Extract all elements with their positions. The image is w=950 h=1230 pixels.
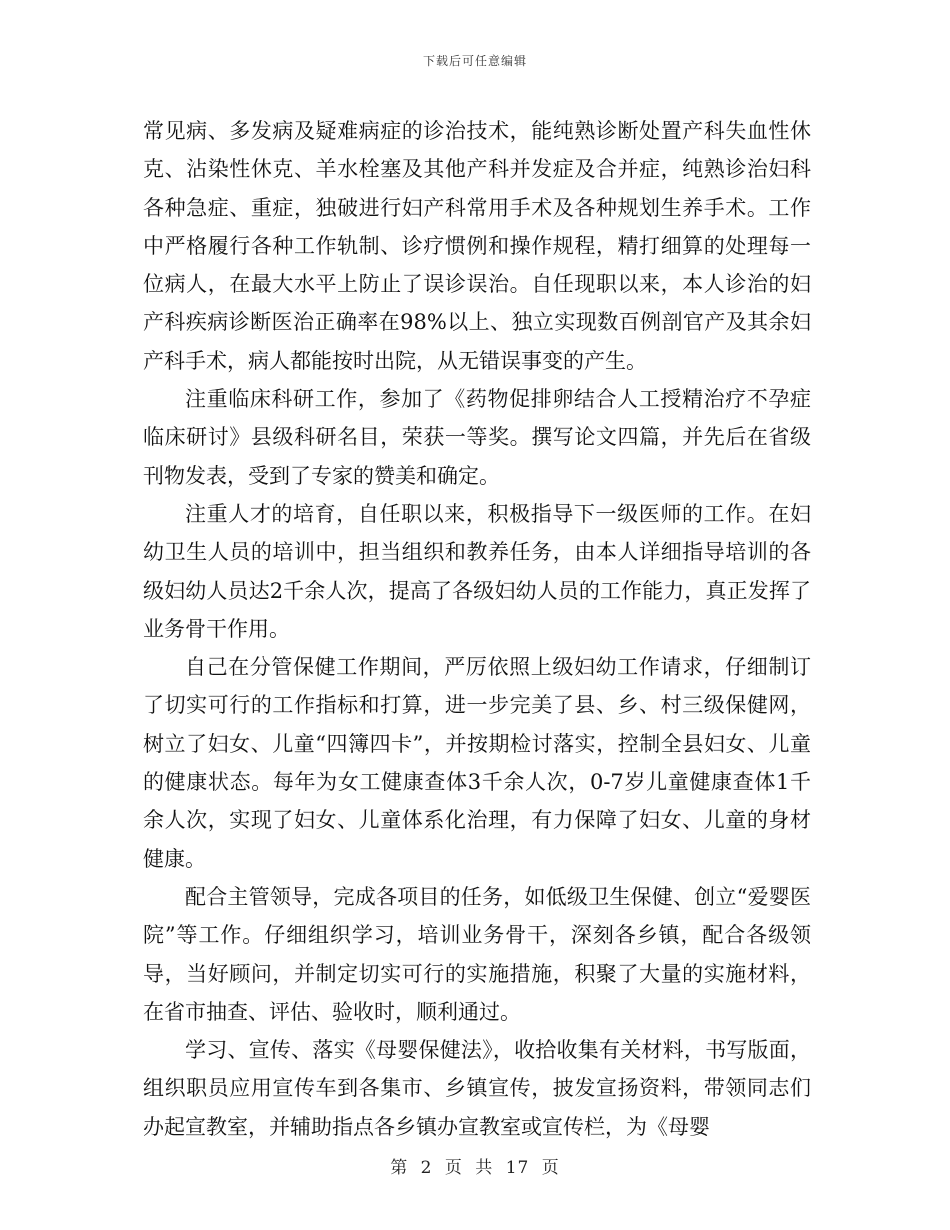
paragraph-6: 学习、宣传、落实《母婴保健法》，收拾收集有关材料，书写版面，组织职员应用宣传车到各集市、乡镇宣传，披发宣扬资料，带领同志们办起宣教室，并辅助指点各乡镇办宣教室或宣传栏，为《母婴: [143, 1038, 811, 1139]
paragraph-5: 配合主管领导，完成各项目的任务，如低级卫生保健、创立“爱婴医院”等工作。仔细组织学习，培训业务骨干，深刻各乡镇，配合各级领导，当好顾问，并制定切实可行的实施措施，积聚了大量的实施材料，在省市抽查、评估、验收时，顺利通过。: [143, 884, 811, 1024]
document-body: [143, 112, 811, 1146]
paragraph-3: 注重人才的培育，自任职以来，积极指导下一级医师的工作。在妇幼卫生人员的培训中，担当组织和教养任务，由本人详细指导培训的各级妇幼人员达2千余人次，提高了各级妇幼人员的工作能力，真正发挥了业务骨干作用。: [143, 501, 811, 641]
paragraph-2: 注重临床科研工作，参加了《药物促排卵结合人工授精治疗不孕症临床研讨》县级科研名目，荣获一等奖。撰写论文四篇，并先后在省级刊物发表，受到了专家的赞美和确定。: [143, 387, 811, 488]
paragraph-4: 自己在分管保健工作期间，严厉依照上级妇幼工作请求，仔细制订了切实可行的工作指标和打算，进一步完美了县、乡、村三级保健网，树立了妇女、儿童“四簿四卡”，并按期检讨落实，控制全县妇女、儿童的健康状态。每年为女工健康查体3千余人次，0-7岁儿童健康查体1千余人次，实现了妇女、儿童体系化治理，有力保障了妇女、儿童的身材健康。: [143, 655, 811, 871]
page-number: 第 2 页 共 17 页: [390, 1158, 560, 1178]
page-header: 下载后可任意编辑: [422, 54, 527, 68]
paragraph-1: 常见病、多发病及疑难病症的诊治技术，能纯熟诊断处置产科失血性休克、沾染性休克、羊水栓塞及其他产科并发症及合并症，纯熟诊治妇科各种急症、重症，独破进行妇产科常用手术及各种规划生养手术。工作中严格履行各种工作轨制、诊疗惯例和操作规程，精打细算的处理每一位病人，在最大水平上防止了误诊误治。自任现职以来，本人诊治的妇产科疾病诊断医治正确率在98%以上、独立实现数百例剖官产及其余妇产科手术，病人都能按时出院，从无错误事变的产生。: [143, 119, 811, 373]
